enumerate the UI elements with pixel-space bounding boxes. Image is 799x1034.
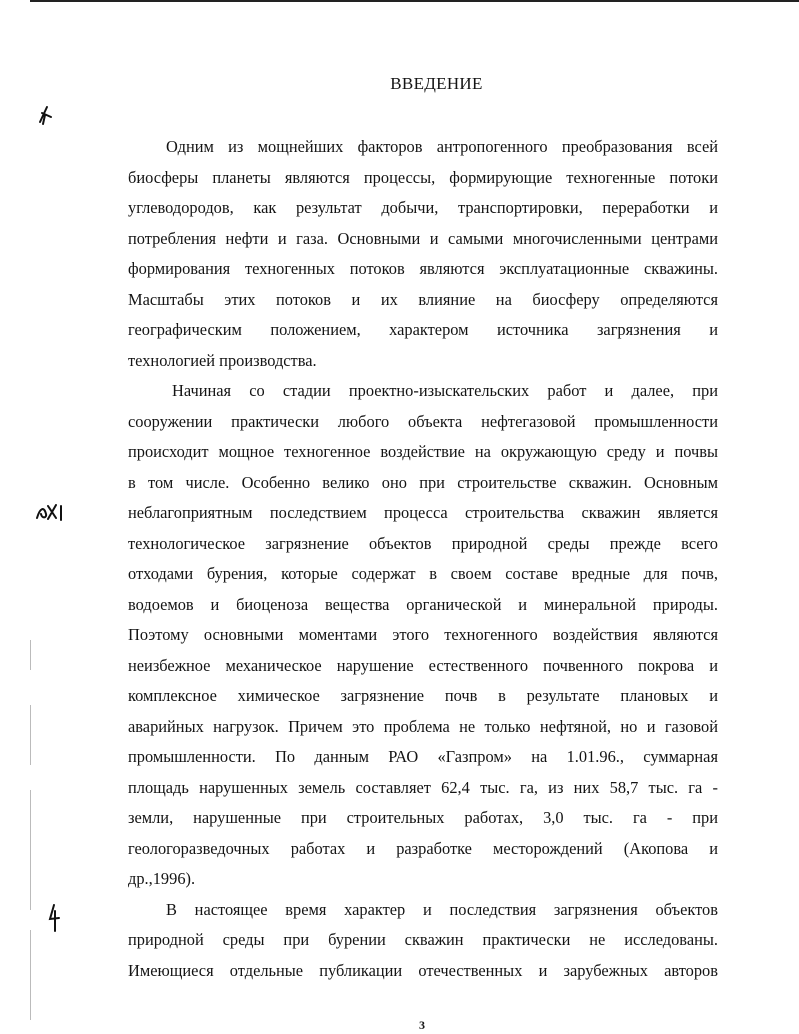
text-line: биосферы планеты являются процессы, формирующие техногенные потоки	[128, 167, 718, 187]
text-line: технологией производства.	[128, 350, 317, 370]
margin-handwritten-mark	[46, 902, 62, 934]
text-line: происходит мощное техногенное воздействие на окружающую среду и почвы	[128, 442, 718, 461]
text-line: в том числе. Особенно велико оно при строительстве скважин. Основным	[128, 472, 718, 492]
scan-edge-mark	[30, 640, 31, 670]
text-line: Поэтому основными моментами этого техногенного воздействия являются	[128, 625, 718, 644]
text-line: технологическое загрязнение объектов природной среды прежде всего	[128, 533, 718, 553]
text-line: сооружении практически любого объекта нефтегазовой промышленности	[128, 411, 718, 431]
paragraph-1	[128, 132, 718, 376]
text-line: потребления нефти и газа. Основными и самыми многочисленными центрами	[128, 228, 718, 248]
text-line: Одним из мощнейших факторов антропогенного преобразования всей	[166, 137, 718, 156]
text-line: отходами бурения, которые содержат в своем составе вредные для почв,	[128, 564, 718, 583]
scan-edge-mark	[30, 790, 31, 910]
text-line: др.,1996).	[128, 869, 196, 888]
text-line: Масштабы этих потоков и их влияние на биосферу определяются	[128, 289, 718, 309]
text-line: площадь нарушенных земель составляет 62,4 тыс. га, из них 58,7 тыс. га -	[128, 777, 718, 797]
text-line: аварийных нагрузок. Причем это проблема не только нефтяной, но и газовой	[128, 716, 718, 736]
text-line: комплексное химическое загрязнение почв в результате плановых и	[128, 686, 718, 705]
margin-handwritten-mark	[34, 500, 70, 524]
paragraph-2	[128, 376, 718, 895]
text-line: углеводородов, как результат добычи, транспортировки, переработки и	[128, 198, 718, 217]
document-body	[128, 132, 718, 986]
text-line: неблагоприятным последствием процесса строительства скважин является	[128, 503, 718, 522]
text-line: неизбежное механическое нарушение естественного почвенного покрова и	[128, 655, 718, 675]
text-line: промышленности. По данным РАО «Газпром» на 1.01.96., суммарная	[128, 747, 718, 766]
page-number: 3	[419, 1018, 425, 1032]
text-line: географическим положением, характером источника загрязнения и	[128, 320, 718, 339]
scan-top-border	[30, 0, 799, 2]
text-line: водоемов и биоценоза вещества органической и минеральной природы.	[128, 594, 718, 614]
text-line: формирования техногенных потоков являются эксплуатационные скважины.	[128, 259, 718, 278]
text-line: земли, нарушенные при строительных работах, 3,0 тыс. га - при	[128, 808, 718, 827]
page-title: ВВЕДЕНИЕ	[390, 74, 483, 93]
text-line: природной среды при бурении скважин практически не исследованы.	[128, 930, 718, 949]
text-line: геологоразведочных работах и разработке месторождений (Акопова и	[128, 838, 718, 858]
margin-handwritten-mark	[36, 104, 56, 126]
scan-edge-mark	[30, 705, 31, 765]
text-line: Имеющиеся отдельные публикации отечественных и зарубежных авторов	[128, 960, 718, 980]
paragraph-3	[128, 895, 718, 987]
text-line: В настоящее время характер и последствия загрязнения объектов	[166, 899, 718, 919]
text-line: Начиная со стадии проектно-изыскательских работ и далее, при	[172, 381, 718, 400]
scan-edge-mark	[30, 930, 31, 1020]
